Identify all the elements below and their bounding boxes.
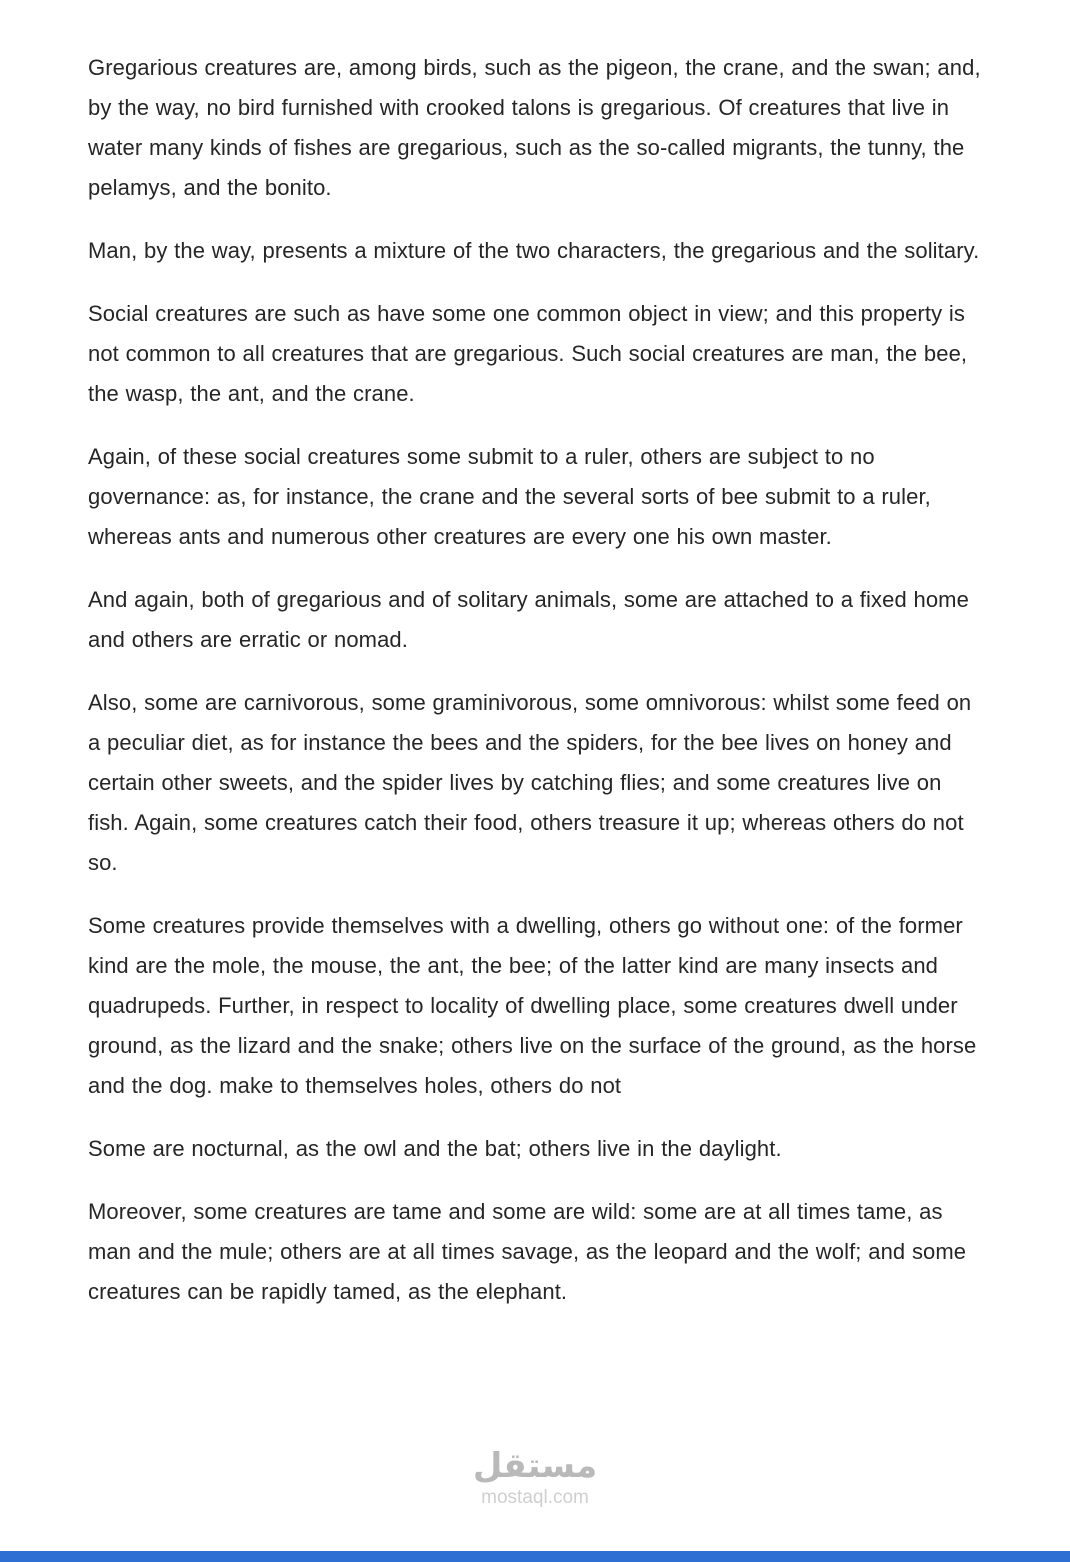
- paragraph-social-creatures: Social creatures are such as have some one common object in view; and this property is not common to all creatures that are gregarious. Such social creatures are man, the bee, the wasp, the ant, and the crane.: [88, 301, 968, 406]
- paragraph-dwelling: Some creatures provide themselves with a dwelling, others go without one: of the former kind are the mole, the mouse, the ant, the bee; of the latter kind are many insects and quadrupeds. Further, in respect to locality of dwelling place, some creatures dwell under ground, as the lizard and the snake; others live on the surface of the ground, as the horse and the dog. make to themselves holes, others do not: [88, 913, 977, 1098]
- mostaql-logo-text: مستقل: [472, 1446, 598, 1485]
- paragraph-man-mixture: Man, by the way, presents a mixture of the two characters, the gregarious and the solitary.: [88, 238, 980, 263]
- paragraph-nocturnal: Some are nocturnal, as the owl and the bat; others live in the daylight.: [88, 1136, 782, 1161]
- watermark: [0, 1448, 1070, 1510]
- footer-accent-bar: [0, 1551, 1070, 1562]
- mostaql-site-url: mostaql.com: [481, 1487, 589, 1509]
- paragraph-fixed-home-nomad: And again, both of gregarious and of solitary animals, some are attached to a fixed home and others are erratic or nomad.: [88, 587, 969, 652]
- paragraph-submit-to-ruler: Again, of these social creatures some submit to a ruler, others are subject to no governance: as, for instance, the crane and the several sorts of bee submit to a ruler, whereas ants and numerous other creatures are every one his own master.: [88, 444, 931, 549]
- paragraph-gregarious-birds: Gregarious creatures are, among birds, such as the pigeon, the crane, and the swan; and, by the way, no bird furnished with crooked talons is gregarious. Of creatures that live in water many kinds of fishes are gregarious, such as the so-called migrants, the tunny, the pelamys, and the bonito.: [88, 55, 981, 200]
- paragraph-tame-wild: Moreover, some creatures are tame and some are wild: some are at all times tame, as man and the mule; others are at all times savage, as the leopard and the wolf; and some creatures can be rapidly tamed, as the elephant.: [88, 1199, 967, 1304]
- paragraph-diet: Also, some are carnivorous, some graminivorous, some omnivorous: whilst some feed on a peculiar diet, as for instance the bees and the spiders, for the bee lives on honey and certain other sweets, and the spider lives by catching flies; and some creatures live on fish. Again, some creatures catch their food, others treasure it up; whereas others do not so.: [88, 690, 972, 875]
